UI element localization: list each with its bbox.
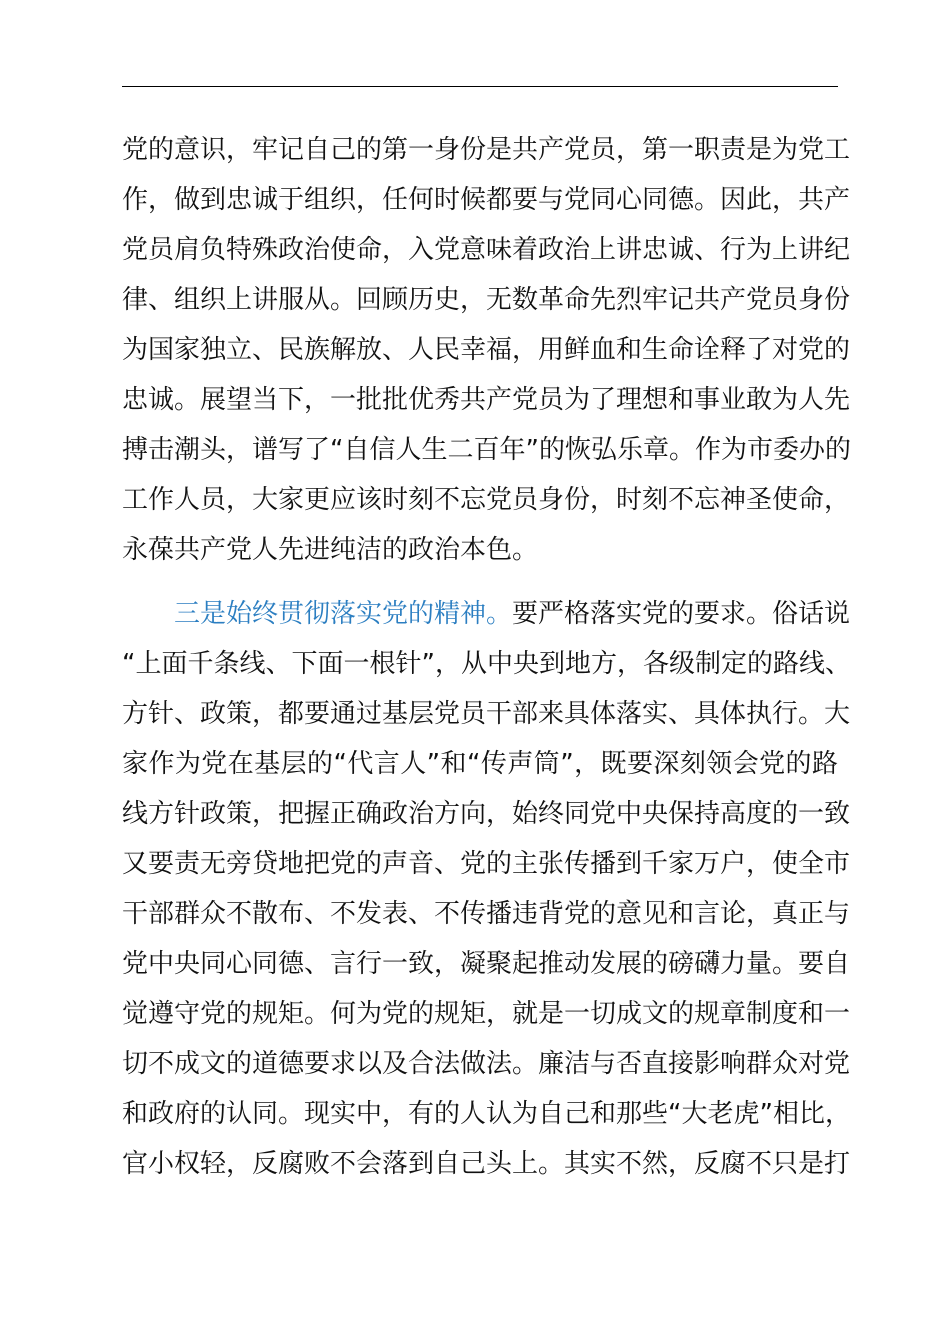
text-line: 为国家独立、民族解放、人民幸福，用鲜血和生命诠释了对党的 [122, 335, 851, 365]
text-line: 作，做到忠诚于组织，任何时候都要与党同心同德。因此，共产 [122, 185, 851, 215]
document-body [122, 128, 851, 1192]
text-line: 干部群众不散布、不发表、不传播违背党的意见和言论，真正与 [122, 899, 851, 929]
text-line: 党员肩负特殊政治使命，入党意味着政治上讲忠诚、行为上讲纪 [122, 235, 851, 265]
text-line: 线方针政策，把握正确政治方向，始终同党中央保持高度的一致 [122, 799, 851, 829]
text-line: 党的意识，牢记自己的第一身份是共产党员，第一职责是为党工 [122, 135, 851, 165]
text-line: 觉遵守党的规矩。何为党的规矩，就是一切成文的规章制度和一 [122, 999, 851, 1029]
text-line: 工作人员，大家更应该时刻不忘党员身份，时刻不忘神圣使命， [122, 485, 851, 515]
text-line: 党中央同心同德、言行一致，凝聚起推动发展的磅礴力量。要自 [122, 949, 851, 979]
heading-trailing-text: 要严格落实党的要求。俗话说 [512, 599, 851, 629]
text-line: 切不成文的道德要求以及合法做法。廉洁与否直接影响群众对党 [122, 1049, 851, 1079]
text-line: 官小权轻，反腐败不会落到自己头上。其实不然，反腐不只是打 [122, 1149, 851, 1179]
text-line: 又要责无旁贷地把党的声音、党的主张传播到千家万户，使全市 [122, 849, 851, 879]
header-rule [122, 86, 838, 87]
paragraph-spacer [122, 578, 838, 592]
text-line: “上面千条线、下面一根针”，从中央到地方，各级制定的路线、 [122, 649, 851, 679]
section-heading: 三是始终贯彻落实党的精神。 [174, 599, 513, 629]
text-line: 永葆共产党人先进纯洁的政治本色。 [122, 535, 539, 565]
text-line: 方针、政策，都要通过基层党员干部来具体落实、具体执行。大 [122, 699, 851, 729]
paragraph-first-line [122, 592, 851, 642]
text-line: 忠诚。展望当下，一批批优秀共产党员为了理想和事业敢为人先 [122, 385, 851, 415]
text-line: 和政府的认同。现实中，有的人认为自己和那些“大老虎”相比， [122, 1099, 851, 1129]
paragraph-1 [122, 128, 851, 578]
text-line: 家作为党在基层的“代言人”和“传声筒”，既要深刻领会党的路 [122, 749, 838, 779]
text-line: 搏击潮头，谱写了“自信人生二百年”的恢弘乐章。作为市委办的 [122, 435, 851, 465]
text-line: 律、组织上讲服从。回顾历史，无数革命先烈牢记共产党员身份 [122, 285, 851, 315]
paragraph-2 [122, 592, 851, 1192]
